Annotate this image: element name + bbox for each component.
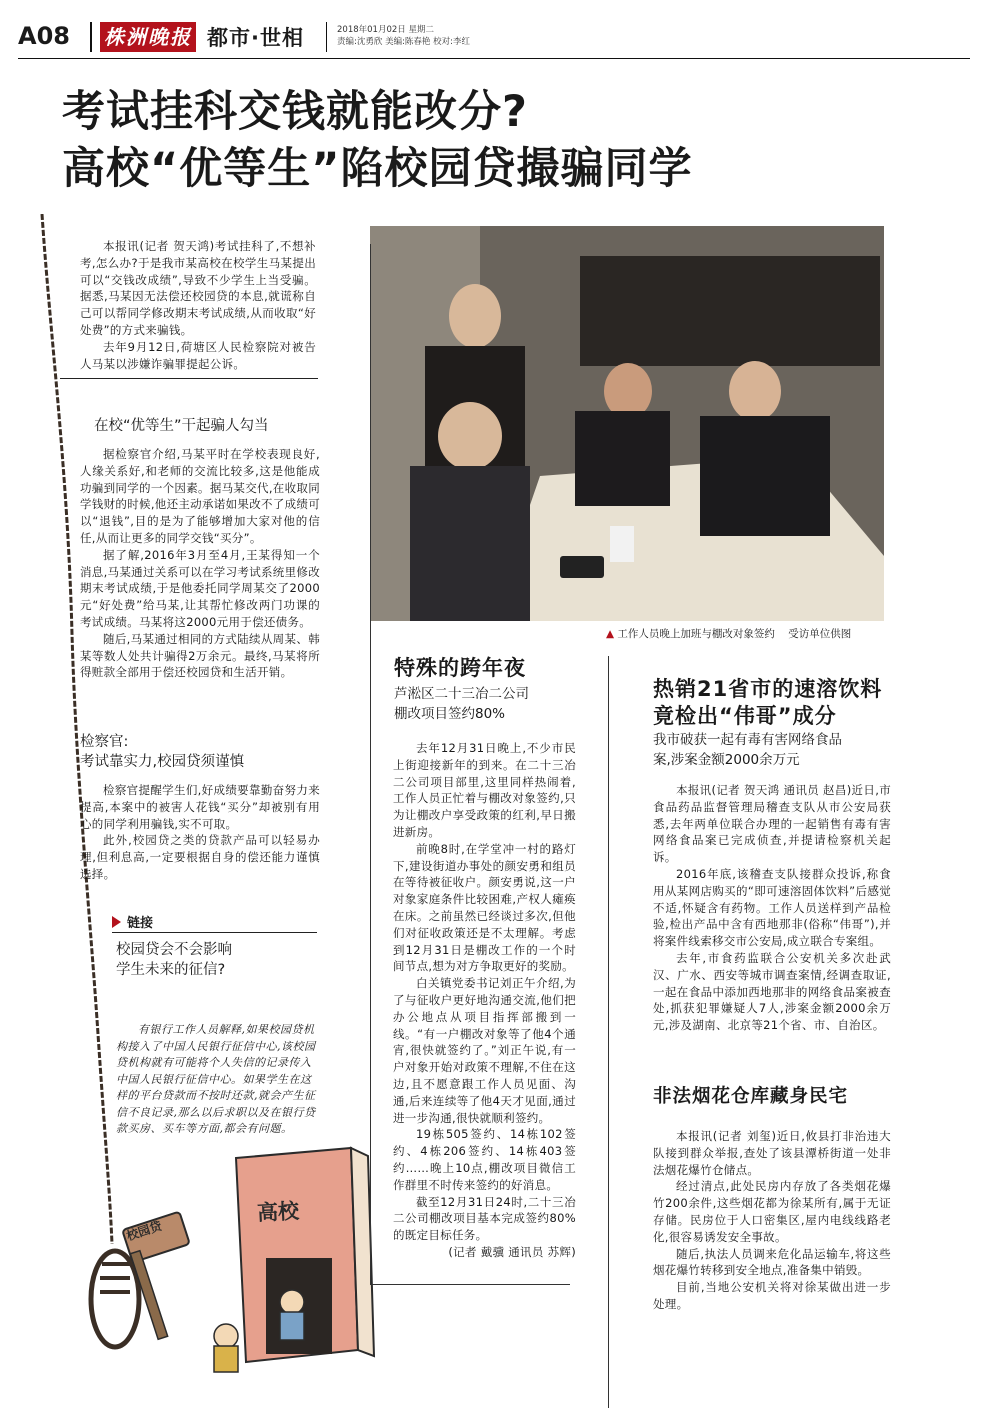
photo-caption: 工作人员晚上加班与棚改对象签约: [617, 628, 775, 640]
story2-p3: 白关镇党委书记刘正午介绍,为了与征收户更好地沟通交流,他们把办公地点从项目指挥部搬到一线。“有一户棚改对象等了他4个通宵,很快就签约了。”刘正午说,有一户对象开始对政策不理解,不住在这边,且不愿意跟工作人员见面、沟通,后来连续等了他4天才见面,通过进一步沟通,很快就顺利签约。: [393, 976, 576, 1125]
photo-scene: [370, 226, 884, 621]
story3-p3: 去年,市食药监联合公安机关多次赴武汉、广水、西安等城市调查案情,经调查取证,一起在食品中添加西地那非的网络食品案被查处,抓获犯罪嫌疑人7人,涉案金额2000余万元,涉及湖南、北京等21个省、市、自治区。: [653, 950, 891, 1033]
story1-intro-p2: 去年9月12日,荷塘区人民检察院对被告人马某以涉嫌诈骗罪提起公诉。: [80, 339, 316, 371]
masthead-rule: [18, 58, 970, 59]
photo-credit: 受访单位供图: [788, 628, 852, 640]
link-answer-box: [116, 1022, 321, 1138]
masthead-meta: [337, 24, 470, 48]
triangle-icon: ▲: [606, 628, 615, 640]
story2-p5: 截至12月31日24时,二十三冶二公司棚改项目基本完成签约80%的既定目标任务。: [393, 1194, 576, 1243]
story2-left-line: [370, 244, 371, 1284]
story1-intro: [80, 238, 316, 372]
story1-p5: 随后,马某通过相同的方式陆续从周某、韩某等数人处共计骗得2万余元。最终,马某将所得赃款全部用于偿还校园贷和生活开销。: [80, 631, 320, 680]
cartoon-illustration: [96, 1140, 386, 1390]
masthead-divider: [90, 22, 92, 52]
story2-p2: 前晚8时,在学堂冲一村的路灯下,建设街道办事处的颜安勇和组员在等待被征收户。颜安勇说,这一户对象家庭条件比较困难,产权人瘫痪在床。之前虽然已经谈过多次,但他们对征收政策还是不太理解。考虑到12月31日是棚改工作的一个时间节点,想为对方争取更好的奖励。: [393, 841, 576, 974]
issue-date: 2018年01月02日 星期二: [337, 25, 434, 35]
link-header: [112, 912, 153, 931]
main-headline: [62, 84, 693, 198]
story3-title-line-1: 热销21省市的速溶饮料: [653, 677, 883, 701]
link-question-line-2: 学生未来的征信?: [116, 962, 226, 978]
story1-p6: 检察官提醒学生们,好成绩要靠勤奋努力来提高,本案中的被害人花钱“买分”却被别有用心的同学利用骗钱,实不可取。: [80, 783, 320, 831]
cartoon-book-label: 高校: [256, 1198, 300, 1226]
story2-byline: (记者 戴骥 通讯员 苏辉): [448, 1244, 576, 1259]
story3-subtitle: [653, 730, 842, 770]
link-question: [116, 940, 232, 980]
story2-subtitle: [394, 684, 529, 724]
headline-line-2: 高校“优等生”陷校园贷撮骗同学: [62, 144, 693, 194]
arrow-icon: [112, 916, 121, 928]
news-photo: [370, 226, 884, 621]
story1-p7: 此外,校园贷之类的贷款产品可以轻易办理,但利息高,一定要根据自身的偿还能力谨慎选择。: [80, 833, 320, 881]
link-question-line-1: 校园贷会不会影响: [116, 942, 232, 958]
story1-body-2: [80, 782, 320, 883]
story1-body: [80, 446, 320, 681]
story4-p2: 经过清点,此处民房内存放了各类烟花爆竹200余件,这些烟花都为徐某所有,属于无证存储。民房位于人口密集区,屋内电线线路老化,很容易诱发安全事故。: [653, 1179, 891, 1244]
story2-title: 特殊的跨年夜: [394, 656, 526, 680]
story3-sub-line-1: 我市破获一起有毒有害网络食品: [653, 732, 842, 748]
link-rule: [112, 932, 317, 933]
subhead-2-line-2: 考试靠实力,校园贷须谨慎: [80, 754, 245, 770]
photo-caption-row: [606, 626, 851, 641]
masthead-divider-2: [326, 22, 327, 52]
page-number: A08: [18, 22, 70, 50]
story3-p1: 本报讯(记者 贺天鸿 通讯员 赵昌)近日,市食品药品监督管理局稽查支队从市公安局获悉,去年两单位联合办理的一起销售有毒有害网络食品案已完成侦查,并提请检察机关起诉。: [653, 783, 891, 865]
story3-divider: [608, 656, 609, 1408]
link-label: 链接: [127, 916, 154, 931]
story4-p1: 本报讯(记者 刘玺)近日,攸县打非治违大队接到群众举报,查处了该县潭桥街道一处非法烟花爆竹仓储点。: [653, 1129, 891, 1177]
story3-body: [653, 782, 891, 1034]
story1-p3: 据检察官介绍,马某平时在学校表现良好,人缘关系好,和老师的交流比较多,这是他能成功骗到同学的一个因素。据马某交代,在收取同学钱财的时候,他还主动承诺如果改不了成绩可以“退钱”,目的是为了能够增加大家对他的信任,从而让更多的同学交钱“买分”。: [80, 447, 320, 545]
story2-body: [393, 740, 576, 1261]
story1-p4: 据了解,2016年3月至4月,王某得知一个消息,马某通过关系可以在学习考试系统里修改期末考试成绩,于是他委托同学周某交了2000元“好处费”给马某,让其帮忙修改两门功课的考试成绩。马某将这2000元用于偿还债务。: [80, 547, 320, 629]
subhead-2-line-1: 检察官:: [80, 734, 129, 750]
story1-subhead-1: 在校“优等生”干起骗人勾当: [94, 418, 269, 434]
headline-line-1: 考试挂科交钱就能改分?: [62, 87, 528, 137]
paper-logo: 株洲晚报: [100, 22, 196, 52]
link-answer: 有银行工作人员解释,如果校园贷机构接入了中国人民银行征信中心,该校园贷机构就有可能将个人失信的记录传入中国人民银行征信中心。如果学生在这样的平台贷款而不按时还款,就会产生征信不良记录,那么以后求职以及在银行贷款买房、买车等方面,都会有问题。: [116, 1023, 316, 1135]
story2-sub-line-2: 棚改项目签约80%: [394, 706, 506, 722]
story4-p3: 随后,执法人员调来危化品运输车,将这些烟花爆竹转移到安全地点,准备集中销毁。: [653, 1246, 891, 1278]
story4-p4: 目前,当地公安机关将对徐某做出进一步处理。: [653, 1280, 891, 1311]
story1-divider: [60, 378, 318, 379]
section-name: 都市·世相: [207, 26, 304, 50]
story2-p1: 去年12月31日晚上,不少市民上街迎接新年的到来。在二十三冶二公司项目部里,这里同样热闹着,工作人员正忙着与棚改对象签约,只为让棚改户享受政策的红利,早日搬进新房。: [393, 741, 576, 839]
story1-subhead-2: [80, 732, 244, 772]
story4-title: 非法烟花仓库藏身民宅: [653, 1086, 849, 1107]
story3-sub-line-2: 案,涉案金额2000余万元: [653, 752, 800, 768]
story2-bottom-line: [370, 1284, 570, 1285]
story4-body: [653, 1128, 891, 1313]
story1-intro-p1: 本报讯(记者 贺天鸿)考试挂科了,不想补考,怎么办?于是我市某高校在校学生马某提出可以“交钱改成绩”,导致不少学生上当受骗。据悉,马某因无法偿还校园贷的本息,就谎称自己可以帮同学修改期末考试成绩,从而收取“好处费”的方式来骗钱。: [80, 239, 316, 337]
editors-line: 责编:沈勇欣 美编:陈春艳 校对:李红: [337, 37, 470, 47]
story3-title-line-2: 竟检出“伟哥”成分: [653, 704, 837, 728]
cartoon-hammer-label: 校园贷: [124, 1218, 164, 1244]
story2-p4: 19栋505签约、14栋102签约、4栋206签约、14栋403签约……晚上10点,棚改项目微信工作群里不时传来签约的好消息。: [393, 1127, 576, 1192]
story3-title: [653, 676, 882, 730]
story3-p2: 2016年底,该稽查支队接群众投诉,称食用从某网店购买的“即可速溶固体饮料”后感觉不适,怀疑含有药物。工作人员送样到产品检验,检出产品中含有西地那非(俗称“伟哥”),并将案件线索移交市公安局,成立联合专案组。: [653, 866, 891, 949]
story2-sub-line-1: 芦淞区二十三冶二公司: [394, 686, 529, 702]
